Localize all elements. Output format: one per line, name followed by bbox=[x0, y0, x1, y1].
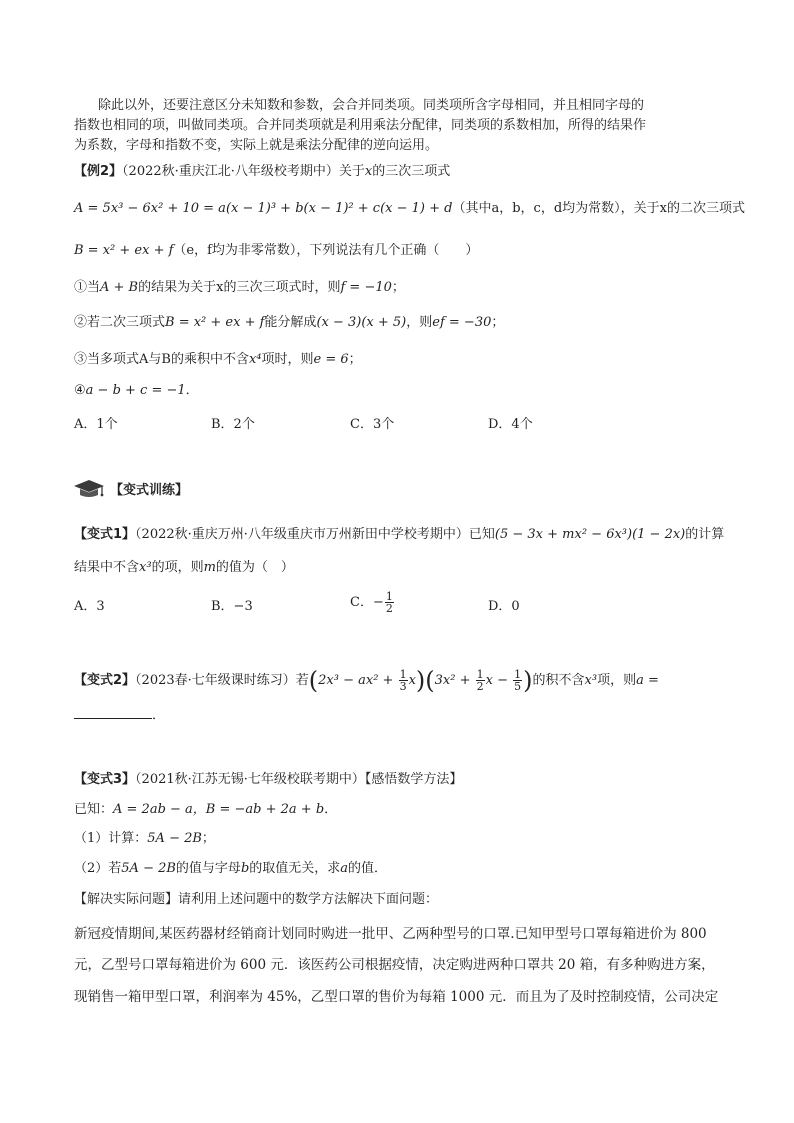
variant3-paragraph-3: 现销售一箱甲型口罩，利润率为 45%，乙型口罩的售价为每箱 1000 元．而且为了及时控制疫情，公司决定 bbox=[74, 989, 719, 1005]
statement-3-math: x⁴ bbox=[248, 352, 262, 367]
statement-2 bbox=[74, 314, 734, 332]
paren-open: ( bbox=[425, 666, 435, 695]
example2-option-a: A．1个 bbox=[74, 417, 118, 432]
expression-b: B = x² + ex + f bbox=[74, 243, 174, 258]
fraction-denominator: 2 bbox=[476, 680, 484, 693]
variant2-answer-line bbox=[74, 706, 734, 725]
statement-2-end: ； bbox=[491, 315, 505, 330]
variant1-option-a: A．3 bbox=[74, 599, 105, 614]
variant3-q2-math: 5A − 2B bbox=[121, 861, 176, 876]
paren-close: ) bbox=[523, 666, 533, 695]
answer-blank[interactable] bbox=[74, 706, 152, 719]
statement-1-math: A + B bbox=[100, 280, 139, 295]
variant3-practical: 【解决实际问题】请利用上述问题中的数学方法解决下面问题： bbox=[74, 892, 439, 907]
paren-close: ) bbox=[415, 666, 426, 695]
variant1-option-c-pre: C．− bbox=[350, 595, 384, 610]
variant2-tail-math: x³ bbox=[584, 673, 598, 688]
variant3-paragraph-1: 新冠疫情期间,某医药器材经销商计划同时购进一批甲、乙两种型号的口罩.已知甲型号口罩每箱进价为 800 bbox=[74, 926, 707, 942]
statement-1 bbox=[74, 279, 734, 297]
statement-3-mid: 项时，则 bbox=[261, 352, 314, 367]
intro-line-3 bbox=[74, 137, 734, 155]
variant1-tag: 【变式1】 bbox=[74, 527, 136, 542]
statement-1-mid: 的结果为关于x的三次三项式时，则 bbox=[138, 280, 341, 295]
graduation-cap-icon bbox=[72, 478, 106, 500]
fraction-numerator: 1 bbox=[385, 590, 393, 603]
variant3-q2-var2: a bbox=[340, 861, 349, 876]
variant3-q2-mid2: 的取值无关，求 bbox=[249, 861, 341, 876]
example2-option-b: B．2个 bbox=[211, 417, 255, 432]
variant2-p1-b: x bbox=[408, 673, 416, 688]
variant2-tail: 的积不含 bbox=[532, 673, 585, 688]
variant2-p2-b: x − bbox=[485, 673, 513, 688]
variant1-line2-mid: 的项，则 bbox=[151, 560, 204, 575]
variant3-question-1 bbox=[74, 830, 734, 848]
variant3-q1-end: ； bbox=[201, 831, 215, 846]
variant1-line-2 bbox=[74, 559, 734, 577]
variant2-header bbox=[74, 666, 734, 696]
variant3-given-math: A = 2ab − a，B = −ab + 2a + b bbox=[113, 802, 325, 817]
variant3-question-2 bbox=[74, 860, 734, 878]
expression-a: A = 5x³ − 6x² + 10 = a(x − 1)³ + b(x − 1)² + c(x − 1) + d bbox=[74, 201, 453, 216]
intro-text-2: 指数也相同的项，叫做同类项。合并同类项就是利用乘法分配律，同类项的系数相加，所得的结果作 bbox=[74, 118, 647, 133]
variant1-source: （2022秋·重庆万州·八年级重庆市万州新田中学校考期中）已知 bbox=[135, 527, 495, 542]
variant1-option-d: D．0 bbox=[488, 599, 520, 614]
variant2-source: （2023春·七年级课时练习）若 bbox=[135, 673, 309, 688]
variant1-option-c bbox=[350, 588, 395, 618]
variant3-q2-var: b bbox=[240, 861, 250, 876]
variant1-tail: 的计算 bbox=[685, 527, 725, 542]
variant1-header bbox=[74, 526, 734, 544]
variant1-expression: (5 − 3x + mx² − 6x³)(1 − 2x) bbox=[494, 527, 686, 542]
statement-3 bbox=[74, 351, 734, 369]
variant3-source: （2021秋·江苏无锡·七年级校联考期中）【感悟数学方法】 bbox=[135, 772, 463, 787]
statement-3-eq: e = 6 bbox=[313, 352, 349, 367]
statement-2-eq: ef = −30 bbox=[432, 315, 492, 330]
statement-2-pre: ②若二次三项式 bbox=[74, 315, 166, 330]
intro-text-3: 为系数，字母和指数不变，实际上就是乘法分配律的逆向运用。 bbox=[74, 138, 439, 153]
paren-open: ( bbox=[308, 666, 319, 695]
fraction-numerator: 1 bbox=[399, 668, 407, 681]
statement-1-end: ； bbox=[391, 280, 405, 295]
statement-3-pre: ③当多项式A与B的乘积中不含 bbox=[74, 352, 249, 367]
fraction-denominator: 3 bbox=[399, 680, 407, 693]
intro-line-1 bbox=[98, 97, 734, 115]
statement-4-eq: a − b + c = −1 bbox=[85, 383, 186, 398]
fraction-numerator: 1 bbox=[514, 668, 522, 681]
variant2-tag: 【变式2】 bbox=[74, 673, 136, 688]
statement-3-end: ； bbox=[348, 352, 362, 367]
statement-2-factor: (x − 3)(x + 5) bbox=[316, 315, 407, 330]
fraction bbox=[399, 669, 408, 692]
variant2-end: ． bbox=[152, 708, 166, 723]
fraction-denominator: 2 bbox=[385, 602, 393, 615]
intro-text-1: 除此以外，还要注意区分未知数和参数，会合并同类项。同类项所含字母相同，并且相同字母的 bbox=[98, 98, 645, 113]
fraction bbox=[476, 669, 485, 692]
variant1-line2-pre: 结果中不含 bbox=[74, 560, 140, 575]
example2-line-a-text: （其中a，b，c，d均为常数），关于x的二次三项式 bbox=[452, 201, 745, 216]
statement-2-math: B = x² + ex + f bbox=[165, 315, 265, 330]
example2-var-x: x bbox=[364, 164, 373, 179]
example2-tag: 【例2】 bbox=[74, 164, 123, 179]
statement-4-pre: ④ bbox=[74, 383, 86, 398]
variant3-given-end: ． bbox=[324, 802, 338, 817]
fraction-denominator: 5 bbox=[514, 680, 522, 693]
variant3-q1-math: 5A − 2B bbox=[147, 831, 202, 846]
statement-4-end: ． bbox=[185, 383, 199, 398]
statement-2-mid: 能分解成 bbox=[264, 315, 317, 330]
intro-line-2 bbox=[74, 117, 734, 135]
variant2-p2-a: 3x² + bbox=[434, 673, 475, 688]
example2-line-b-text: （e，f均为非零常数），下列说法有几个正确（ ） bbox=[173, 243, 479, 258]
variant3-q1-pre: （1）计算： bbox=[74, 831, 148, 846]
variant3-tag: 【变式3】 bbox=[74, 772, 136, 787]
section-title: 【变式训练】 bbox=[110, 483, 189, 498]
statement-4 bbox=[74, 382, 734, 400]
variant3-given-pre: 已知： bbox=[74, 802, 114, 817]
variant3-q2-end: 的值． bbox=[348, 861, 388, 876]
variant2-tail-var: a = bbox=[636, 673, 659, 688]
example2-line-b bbox=[74, 242, 734, 260]
fraction bbox=[385, 591, 394, 614]
example2-option-d: D．4个 bbox=[488, 417, 533, 432]
example2-header bbox=[74, 163, 734, 181]
variant3-given bbox=[74, 801, 734, 819]
example2-source-tail: 的三次三项式 bbox=[372, 164, 451, 179]
statement-1-pre: ①当 bbox=[74, 280, 101, 295]
variant3-header bbox=[74, 771, 734, 789]
fraction-numerator: 1 bbox=[476, 668, 484, 681]
statement-2-mid2: ，则 bbox=[406, 315, 433, 330]
variant3-q2-mid: 的值与字母 bbox=[175, 861, 241, 876]
example2-option-c: C．3个 bbox=[350, 417, 395, 432]
variant1-line2-math: x³ bbox=[139, 560, 152, 575]
variant1-line2-end: 的值为（ ） bbox=[215, 560, 294, 575]
example2-source: （2022秋·重庆江北·八年级校考期中）关于 bbox=[122, 164, 365, 179]
statement-1-eq: f = −10 bbox=[340, 280, 392, 295]
fraction bbox=[513, 669, 522, 692]
variant3-q2-pre: （2）若 bbox=[74, 861, 122, 876]
variant1-option-b: B．−3 bbox=[211, 599, 253, 614]
example2-line-a bbox=[74, 200, 745, 218]
variant2-p1-a: 2x³ − ax² + bbox=[318, 673, 398, 688]
variant2-tail2: 项，则 bbox=[597, 673, 637, 688]
variant3-paragraph-2: 元，乙型号口罩每箱进价为 600 元．该医药公司根据疫情，决定购进两种口罩共 20 箱，有多种购进方案， bbox=[74, 957, 715, 973]
variant1-line2-var: m bbox=[203, 560, 216, 575]
